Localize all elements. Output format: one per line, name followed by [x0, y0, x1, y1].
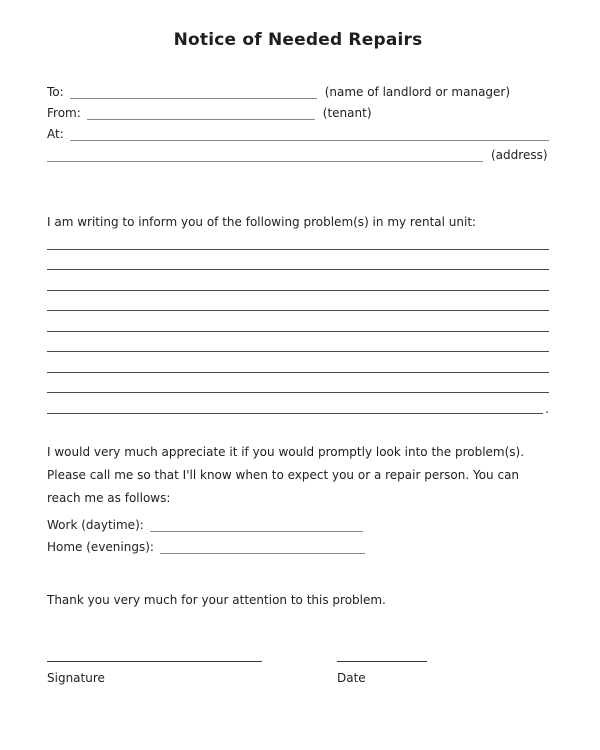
to-row: [47, 78, 549, 99]
home-phone-input-line[interactable]: [160, 541, 365, 554]
followup-line-1: I would very much appreciate it if you would promptly look into the problem(s).: [47, 444, 525, 459]
signature-label: Signature: [47, 670, 105, 685]
date-input-line[interactable]: [337, 649, 427, 662]
problem-input-line[interactable]: [47, 270, 549, 291]
from-label: From:: [47, 106, 81, 120]
signature-block: [47, 649, 549, 686]
form-title: Notice of Needed Repairs: [173, 30, 423, 50]
problem-line-rule: [47, 310, 549, 311]
problem-input-line[interactable]: [47, 332, 549, 353]
followup-line-3: reach me as follows:: [47, 490, 171, 505]
address-hint: (address): [491, 148, 548, 162]
problem-line-rule: [47, 372, 549, 373]
problem-line-rule: [47, 392, 549, 393]
problem-line-rule: [47, 249, 549, 250]
at-input-line[interactable]: [70, 128, 549, 141]
address-input-line[interactable]: [47, 149, 483, 162]
problem-input-line[interactable]: [47, 311, 549, 332]
from-input-line[interactable]: [87, 107, 315, 120]
home-phone-label: Home (evenings):: [47, 539, 154, 554]
to-input-line[interactable]: [70, 86, 317, 99]
date-label: Date: [337, 670, 366, 685]
recipient-fields: [47, 78, 549, 162]
work-phone-input-line[interactable]: [150, 519, 363, 532]
work-phone-label: Work (daytime):: [47, 517, 144, 532]
to-label: To:: [47, 85, 64, 99]
work-phone-row: [47, 511, 549, 532]
to-hint: (name of landlord or manager): [324, 85, 511, 99]
problem-line-rule: [47, 413, 543, 414]
problem-line-rule: [47, 290, 549, 291]
problem-input-line[interactable]: [47, 373, 549, 394]
at-row: [47, 120, 549, 141]
problem-input-line[interactable]: [47, 229, 549, 250]
home-phone-row: [47, 533, 549, 554]
followup-line-2: Please call me so that I'll know when to expect you or a repair person. You can: [47, 467, 520, 482]
trailing-period: .: [545, 401, 549, 416]
problem-line-rule: [47, 351, 549, 352]
from-hint: (tenant): [322, 106, 372, 120]
signature-input-line[interactable]: [47, 649, 262, 662]
from-row: [47, 99, 549, 120]
problem-input-line[interactable]: [47, 291, 549, 312]
at-label: At:: [47, 127, 64, 141]
problem-input-line[interactable]: [47, 393, 549, 414]
date-field: [337, 649, 427, 686]
problem-line-rule: [47, 269, 549, 270]
signature-field: [47, 649, 262, 686]
followup-paragraph: [47, 441, 549, 510]
problem-lines: [47, 229, 549, 414]
closing-text: Thank you very much for your attention to this problem.: [47, 592, 386, 607]
address-row: [47, 141, 549, 162]
problems-intro: I am writing to inform you of the following problem(s) in my rental unit:: [47, 215, 477, 229]
problem-input-line[interactable]: [47, 250, 549, 271]
problem-input-line[interactable]: [47, 352, 549, 373]
problem-line-rule: [47, 331, 549, 332]
